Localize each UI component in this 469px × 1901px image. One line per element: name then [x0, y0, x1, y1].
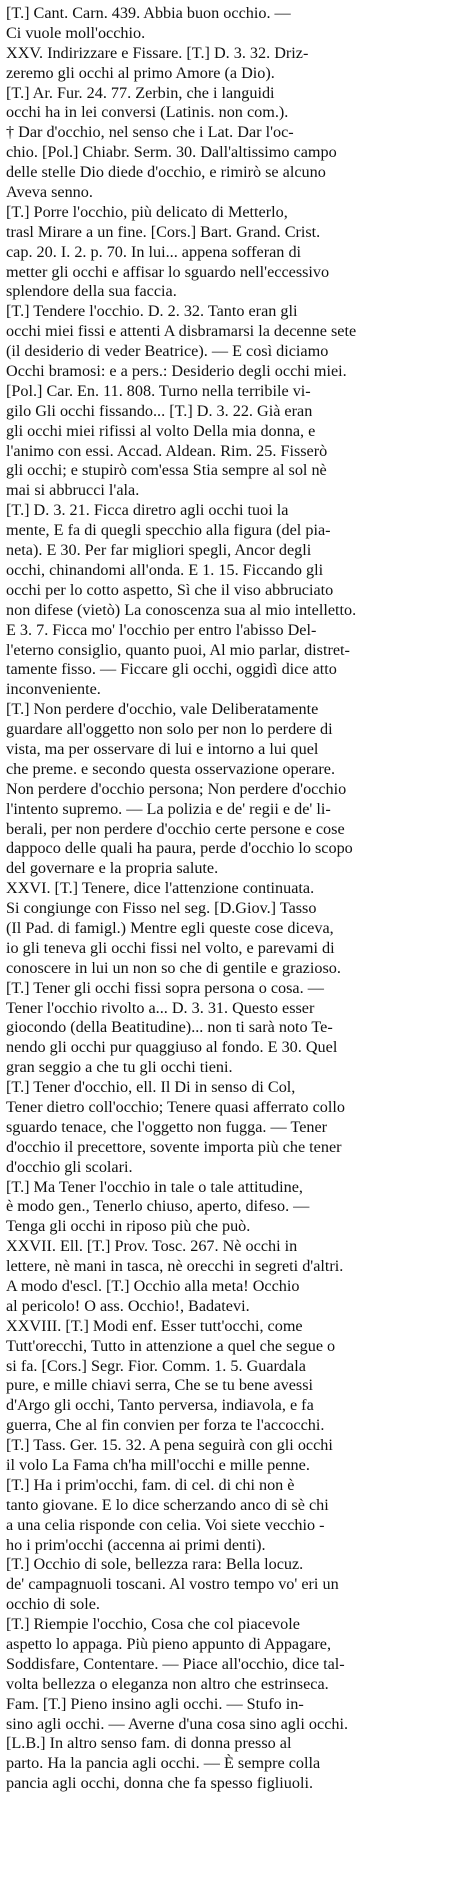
text-line: Tenga gli occhi in riposo più che può.: [6, 1217, 251, 1236]
text-line: XXV. Indirizzare e Fissare. [T.] D. 3. 32. Driz-: [6, 43, 309, 62]
text-line: XXVI. [T.] Tenere, dice l'attenzione continuata.: [6, 879, 315, 898]
text-line: Fam. [T.] Pieno insino agli occhi. — Stufo in-: [6, 1694, 304, 1713]
text-line: splendore della sua faccia.: [6, 282, 177, 301]
text-line: Tener dietro coll'occhio; Tenere quasi afferrato collo: [6, 1097, 345, 1116]
text-line: gilo Gli occhi fissando... [T.] D. 3. 22. Già eran: [6, 401, 313, 420]
text-line: pure, e mille chiavi serra, Che se tu bene avessi: [6, 1376, 314, 1395]
text-line: guerra, Che al fin convien per forza te l'accocchi.: [6, 1416, 325, 1435]
text-line: d'occhio gli scolari.: [6, 1157, 133, 1176]
text-line: occhi ha in lei conversi (Latinis. non com.).: [6, 103, 289, 122]
text-line: occhi per lo cotto aspetto, Sì che il viso abbruciato: [6, 580, 334, 599]
text-line: XXVIII. [T.] Modi enf. Esser tutt'occhi, come: [6, 1316, 303, 1335]
text-line: [T.] Ar. Fur. 24. 77. Zerbin, che i languidi: [6, 83, 275, 102]
text-line: io gli teneva gli occhi fissi nel volto, e parevami di: [6, 938, 335, 957]
text-line: [T.] Tener gli occhi fissi sopra persona o cosa. —: [6, 978, 324, 997]
text-line: [L.B.] In altro senso fam. di donna presso al: [6, 1734, 292, 1753]
text-line: Non perdere d'occhio persona; Non perdere d'occhio: [6, 779, 347, 798]
text-line: (il desiderio di veder Beatrice). — E così diciamo: [6, 342, 329, 361]
text-line: A modo d'escl. [T.] Occhio alla meta! Occhio: [6, 1277, 300, 1295]
text-line: è modo gen., Tenerlo chiuso, aperto, difeso. —: [6, 1197, 310, 1216]
text-line: gli occhi; e stupirò com'essa Stia sempre al sol nè: [6, 461, 327, 480]
text-line: occhi, chinandomi all'onda. E 1. 15. Ficcando gli: [6, 560, 324, 579]
text-line: de' campagnuoli toscani. Al vostro tempo vo' eri un: [6, 1575, 339, 1594]
text-line: neta). E 30. Per far migliori spegli, Ancor degli: [6, 541, 312, 560]
text-line: gran seggio a che tu gli occhi tieni.: [6, 1058, 233, 1077]
text-line: [T.] Porre l'occhio, più delicato di Metterlo,: [6, 202, 288, 221]
text-line: cap. 20. I. 2. p. 70. In lui... appena sofferan di: [6, 242, 302, 261]
text-line: l'eterno consiglio, quanto puoi, Al mio parlar, distret-: [6, 640, 350, 659]
text-line: Aveva senno.: [6, 183, 93, 202]
text-line: tamente fisso. — Ficcare gli occhi, oggidì dice atto: [6, 660, 337, 679]
text-line: [T.] Tass. Ger. 15. 32. A pena seguirà con gli occhi: [6, 1436, 333, 1455]
text-line: sino agli occhi. — Averne d'una cosa sino agli occhi.: [6, 1714, 349, 1733]
text-line: che preme. e secondo questa osservazione operare.: [6, 759, 335, 778]
text-line: XXVII. Ell. [T.] Prov. Tosc. 267. Nè occhi in: [6, 1237, 298, 1256]
text-line: Si congiunge con Fisso nel seg. [D.Giov.] Tasso: [6, 899, 317, 918]
text-line: sguardo tenace, che l'oggetto non fugga. — Tener: [6, 1117, 328, 1136]
text-line: chio. [Pol.] Chiabr. Serm. 30. Dall'altissimo campo: [6, 143, 337, 162]
text-line: vista, ma per osservare di lui e intorno a lui quel: [6, 739, 319, 758]
text-line: [T.] D. 3. 21. Ficca diretro agli occhi tuoi la: [6, 501, 289, 520]
dictionary-page-text: [6, 4, 464, 1794]
text-line: [T.] Riempie l'occhio, Cosa che col piacevole: [6, 1615, 300, 1634]
text-line: [T.] Ma Tener l'occhio in tale o tale attitudine,: [6, 1177, 303, 1196]
text-line: (Il Pad. di famigl.) Mentre egli queste cose diceva,: [6, 918, 334, 937]
text-line: E 3. 7. Ficca mo' l'occhio per entro l'abisso Del-: [6, 620, 317, 639]
text-line: Ci vuole moll'occhio.: [6, 23, 146, 42]
text-line: [T.] Ha i prim'occhi, fam. di cel. di chi non è: [6, 1475, 295, 1494]
text-line: Soddisfare, Contentare. — Piace all'occhio, dice tal-: [6, 1654, 345, 1673]
text-line: del governare e la propria salute.: [6, 859, 219, 878]
text-line: al pericolo! O ass. Occhio!, Badatevi.: [6, 1296, 250, 1315]
text-line: d'occhio il precettore, sovente importa più che tener: [6, 1137, 342, 1156]
text-line: [T.] Occhio di sole, bellezza rara: Bella locuz.: [6, 1555, 304, 1574]
text-line: ho i prim'occhi (accenna ai primi denti).: [6, 1535, 266, 1554]
text-line: † Dar d'occhio, nel senso che i Lat. Dar l'oc-: [6, 123, 294, 142]
text-line: [T.] Tener d'occhio, ell. Il Di in senso di Col,: [6, 1078, 296, 1097]
text-line: pancia agli occhi, donna che fa spesso figliuoli.: [6, 1774, 314, 1793]
text-line: Occhi bramosi: e a pers.: Desiderio degli occhi miei.: [6, 362, 347, 381]
text-line: il volo La Fama ch'ha mill'occhi e mille penne.: [6, 1456, 310, 1475]
text-line: [T.] Tendere l'occhio. D. 2. 32. Tanto eran gli: [6, 302, 298, 321]
text-line: inconveniente.: [6, 680, 101, 699]
text-line: parto. Ha la pancia agli occhi. — È sempre colla: [6, 1754, 321, 1773]
text-line: d'Argo gli occhi, Tanto perversa, indiavola, e fa: [6, 1396, 314, 1415]
text-line: tanto giovane. E lo dice scherzando anco di sè chi: [6, 1495, 329, 1514]
text-line: nendo gli occhi pur quaggiuso al fondo. E 30. Quel: [6, 1038, 338, 1057]
text-line: Tutt'orecchi, Tutto in attenzione a quel che segue o: [6, 1336, 336, 1355]
text-line: l'animo con essi. Accad. Aldean. Rim. 25. Fisserò: [6, 441, 328, 460]
text-line: volta bellezza o eleganza non altro che estrinseca.: [6, 1674, 329, 1693]
text-line: aspetto lo appaga. Più pieno appunto di Appagare,: [6, 1635, 332, 1654]
text-line: si fa. [Cors.] Segr. Fior. Comm. 1. 5. Guardala: [6, 1356, 306, 1375]
text-line: gli occhi miei rifissi al volto Della mia donna, e: [6, 421, 316, 440]
text-line: [T.] Cant. Carn. 439. Abbia buon occhio. —: [6, 4, 291, 22]
text-line: trasl Mirare a un fine. [Cors.] Bart. Grand. Crist.: [6, 222, 321, 241]
text-line: Tener l'occhio rivolto a... D. 3. 31. Questo esser: [6, 998, 315, 1017]
text-line: berali, per non perdere d'occhio certe persone e cose: [6, 819, 345, 838]
text-line: conoscere in lui un non so che di gentile e grazioso.: [6, 958, 341, 977]
text-line: mente, E fa di quegli specchio alla figura (del pia-: [6, 521, 331, 540]
text-line: a una celia risponde con celia. Voi siete vecchio -: [6, 1515, 325, 1534]
text-line: metter gli occhi e affisar lo sguardo nell'eccessivo: [6, 262, 330, 281]
text-line: mai si abbrucci l'ala.: [6, 481, 140, 500]
text-line: occhio di sole.: [6, 1595, 100, 1614]
text-line: zeremo gli occhi al primo Amore (a Dio).: [6, 63, 275, 82]
text-line: non difese (vietò) La conoscenza sua al mio intelletto.: [6, 600, 357, 619]
text-line: l'intento supremo. — La polizia e de' regii e de' li-: [6, 799, 331, 818]
text-line: [T.] Non perdere d'occhio, vale Deliberatamente: [6, 700, 319, 719]
text-line: lettere, nè mani in tasca, nè orecchi in segreti d'altri.: [6, 1257, 344, 1276]
text-line: dappoco delle quali ha paura, perde d'occhio lo scopo: [6, 839, 353, 858]
text-line: [Pol.] Car. En. 11. 808. Turno nella terribile vi-: [6, 381, 311, 400]
text-line: giocondo (della Beatitudine)... non ti sarà noto Te-: [6, 1018, 333, 1037]
text-line: occhi miei fissi e attenti A disbramarsi la decenne sete: [6, 322, 357, 341]
text-line: delle stelle Dio diede d'occhio, e rimirò se alcuno: [6, 163, 326, 182]
text-line: guardare all'oggetto non solo per non lo perdere di: [6, 720, 333, 739]
